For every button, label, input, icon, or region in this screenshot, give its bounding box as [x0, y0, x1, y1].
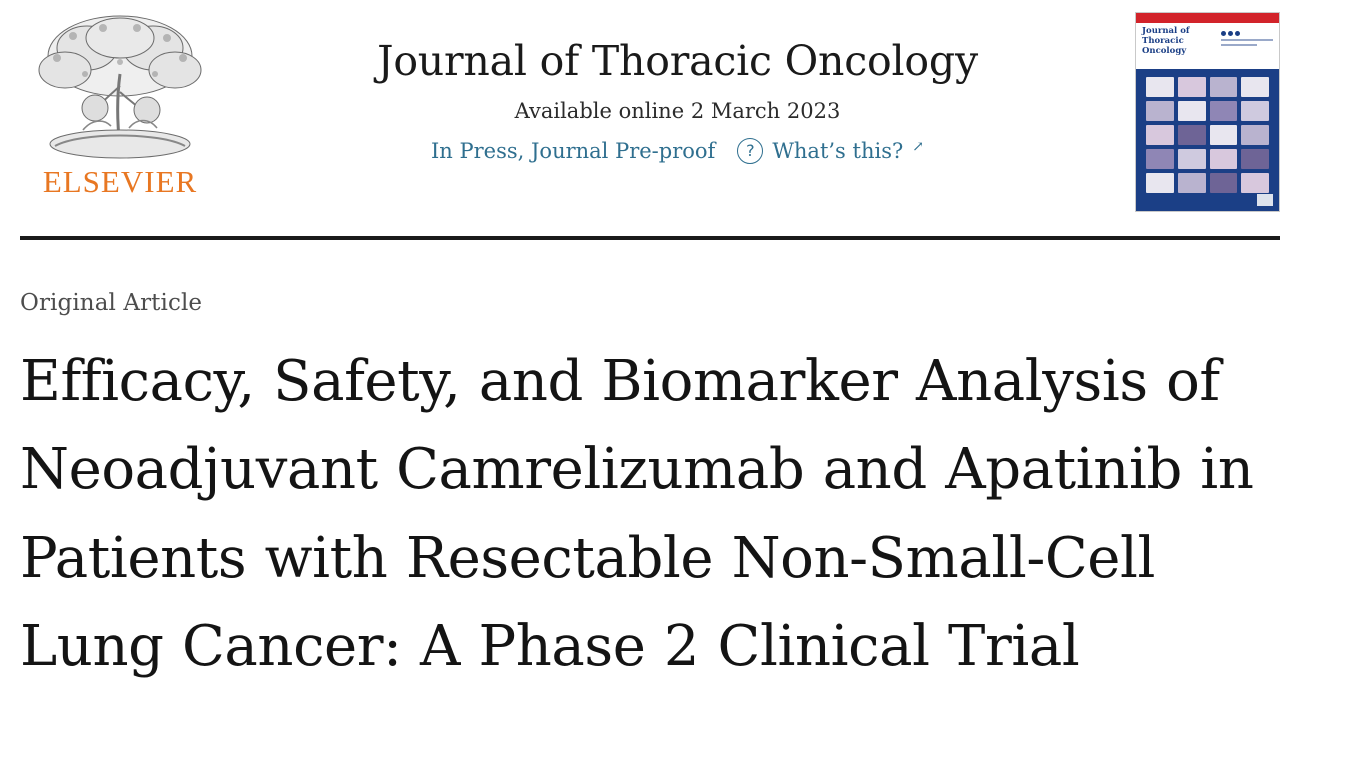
whats-this-label: What’s this?: [772, 139, 904, 164]
article-type-label: Original Article: [20, 290, 203, 316]
header-divider: [20, 236, 1280, 240]
journal-title: Journal of Thoracic Oncology: [377, 37, 978, 85]
publisher-logo[interactable]: [20, 8, 220, 197]
elsevier-tree-icon: [25, 12, 215, 164]
publisher-name: ELSEVIER: [42, 164, 198, 199]
cover-journal-name: Journal of Thoracic Oncology: [1142, 26, 1190, 56]
question-circle-icon: ?: [737, 138, 763, 164]
journal-header: [0, 0, 1350, 222]
article-heading-block: [20, 290, 1290, 692]
journal-cover-thumbnail[interactable]: [1135, 12, 1280, 212]
cover-head: [1136, 23, 1279, 69]
whats-this-link[interactable]: [737, 138, 924, 164]
article-title: Efficacy, Safety, and Biomarker Analysis of Neoadjuvant Camrelizumab and Apatinib in Patients with Resectable Non-Small-Cell Lung Cancer: A Phase 2 Clinical Trial: [20, 349, 1254, 680]
cover-footer-mark: [1257, 194, 1273, 206]
external-link-arrow-icon: ↗: [912, 139, 924, 156]
press-status: In Press, Journal Pre-proof: [431, 139, 716, 164]
cover-figure-grid: [1146, 77, 1269, 193]
journal-status-row: [220, 138, 1135, 164]
society-mark-icon: [1221, 31, 1273, 53]
cover-body: [1136, 69, 1279, 211]
availability-text: Available online 2 March 2023: [514, 99, 841, 124]
journal-info: [220, 8, 1135, 164]
cover-top-bar: [1136, 13, 1279, 23]
